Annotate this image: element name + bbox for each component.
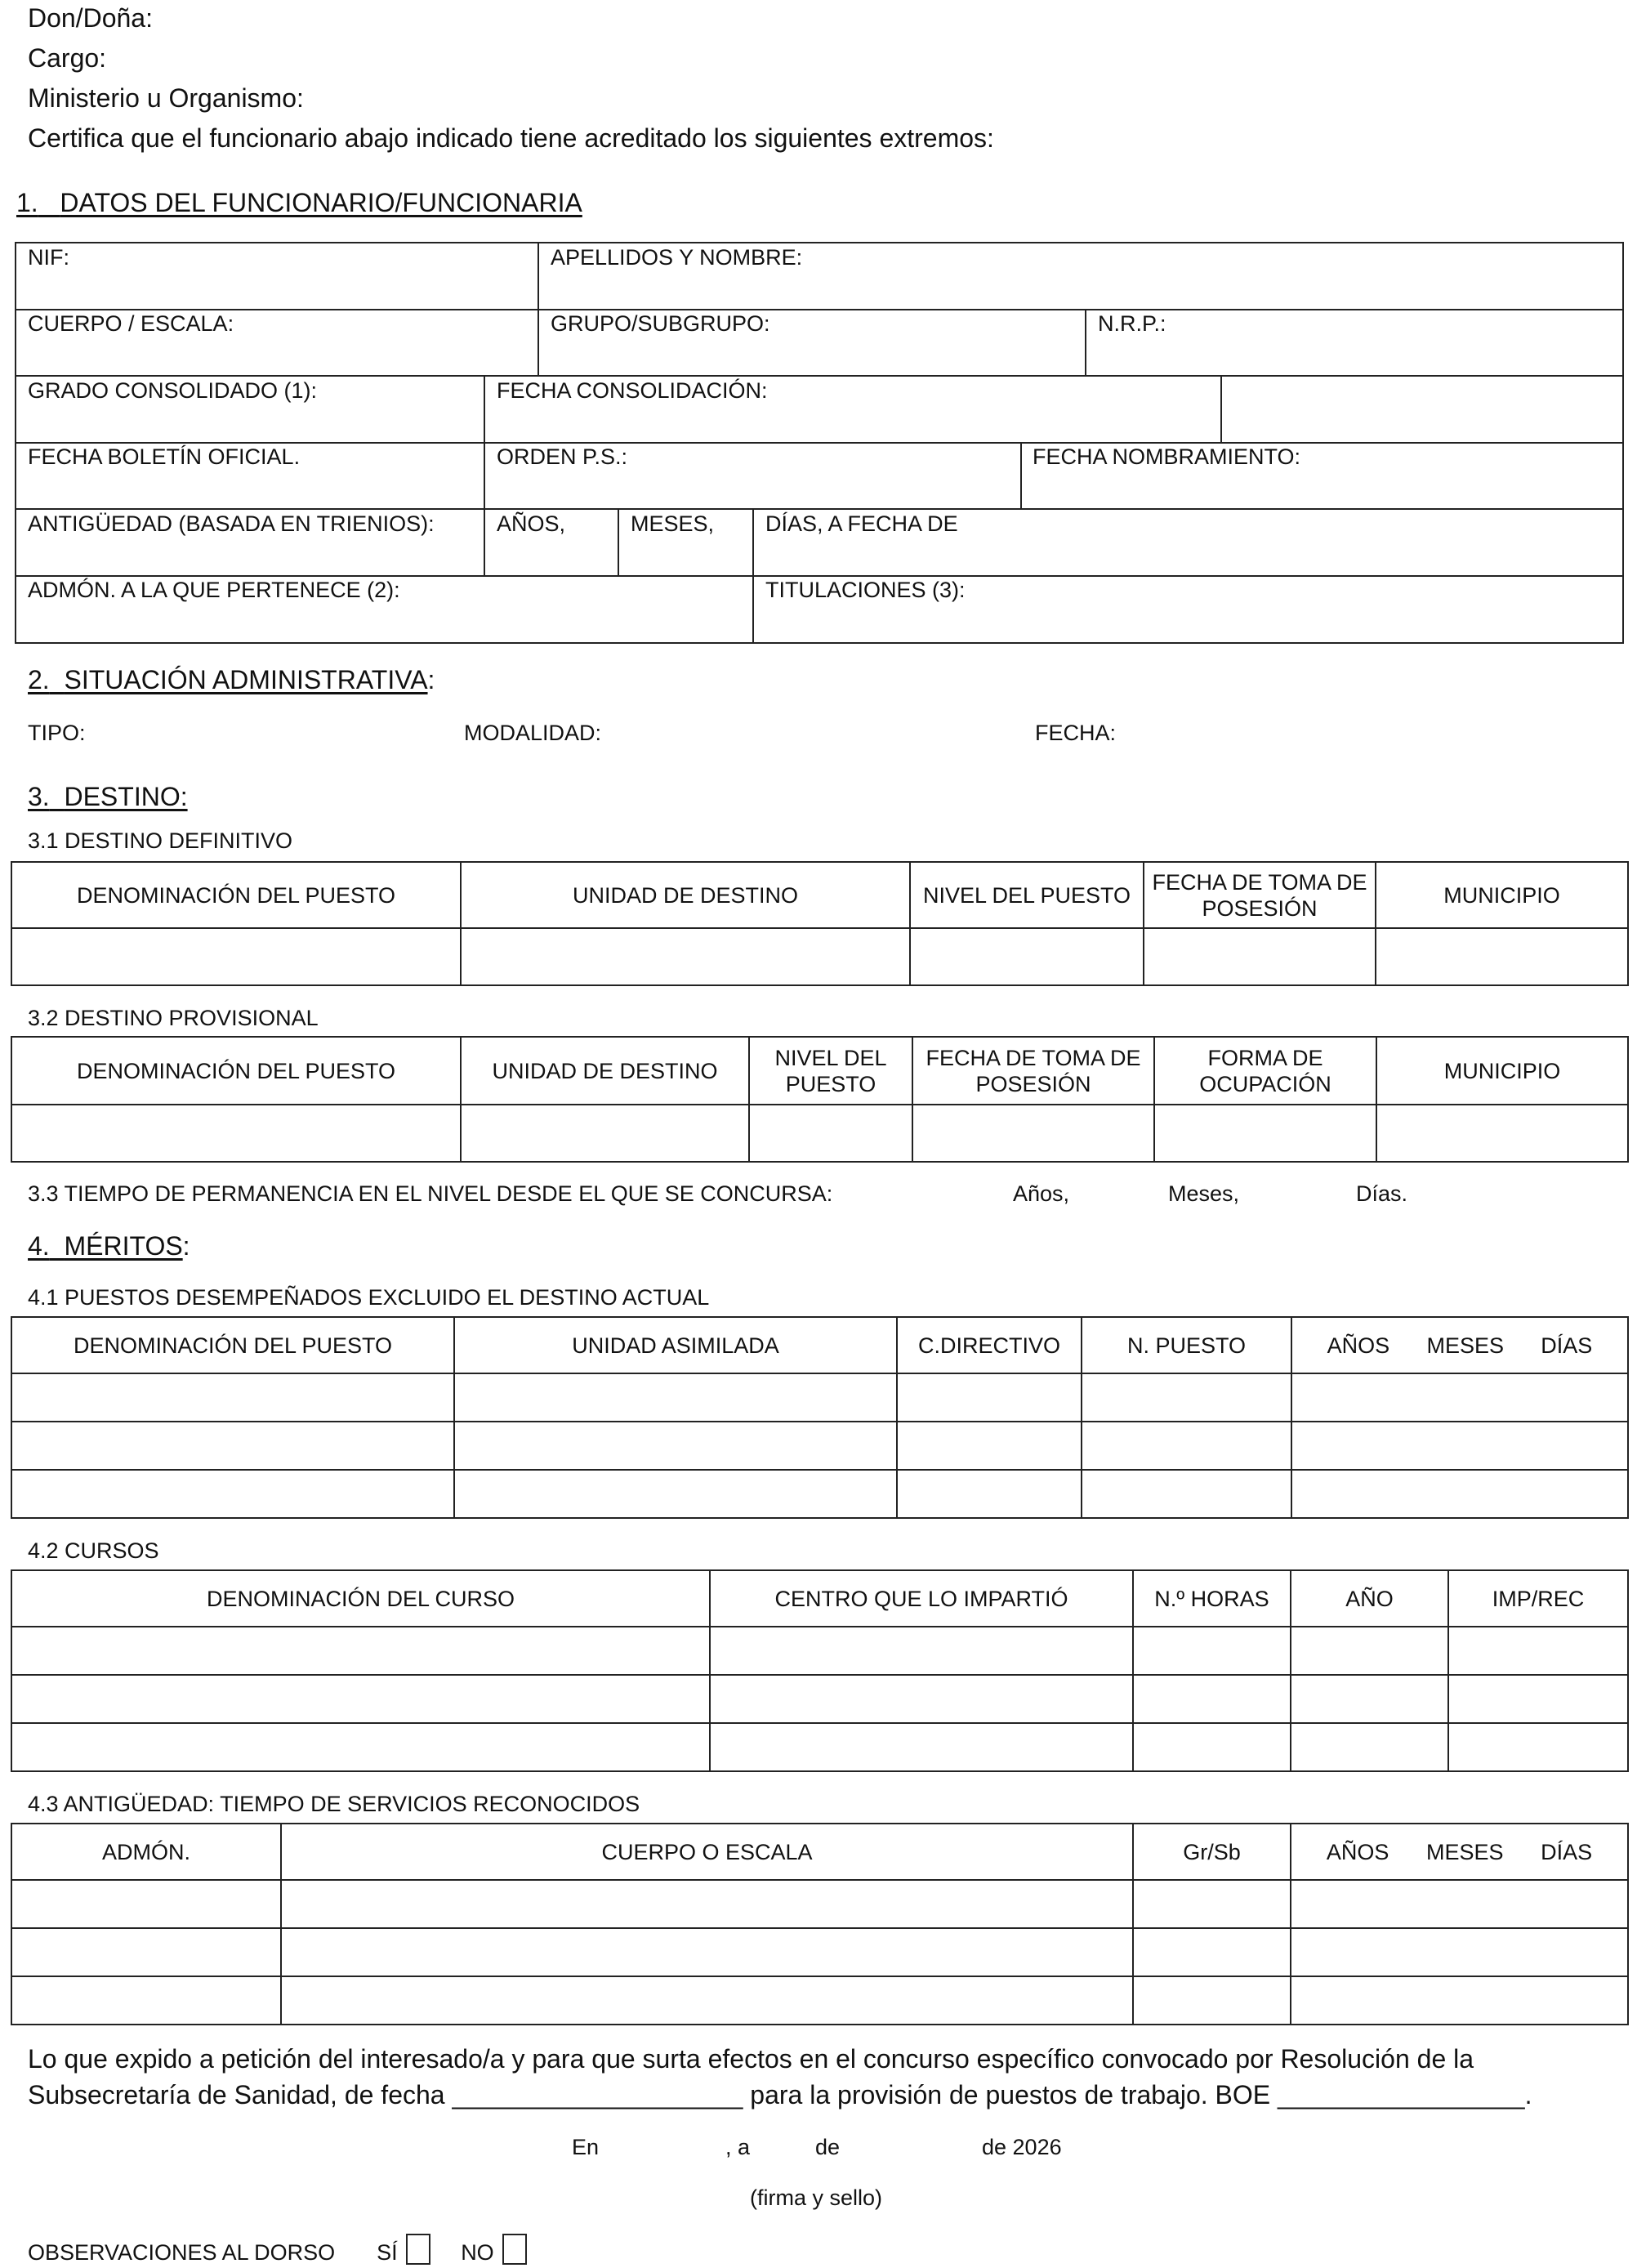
anos-header: AÑOS xyxy=(1327,1333,1390,1358)
fecha-boletin-field[interactable]: FECHA BOLETÍN OFICIAL. xyxy=(28,444,301,469)
table-cell[interactable] xyxy=(1291,1880,1628,1928)
column-header: Gr/Sb xyxy=(1133,1824,1291,1880)
column-header: MUNICIPIO xyxy=(1376,862,1628,928)
nif-field[interactable]: NIF: xyxy=(28,245,69,270)
table-cell[interactable] xyxy=(897,1470,1082,1518)
fecha-consolidacion-field[interactable]: FECHA CONSOLIDACIÓN: xyxy=(497,378,768,403)
section-1-title xyxy=(16,188,582,218)
meses-header: MESES xyxy=(1425,1839,1504,1864)
section-2-number: 2. xyxy=(28,665,50,694)
section-4-number: 4. xyxy=(28,1231,50,1261)
column-header: DENOMINACIÓN DEL PUESTO xyxy=(11,1037,461,1105)
column-header xyxy=(1291,1317,1628,1373)
table-cell[interactable] xyxy=(912,1105,1154,1162)
table-cell[interactable] xyxy=(1376,928,1628,985)
table-cell[interactable] xyxy=(897,1373,1082,1422)
de-mes-field[interactable]: de xyxy=(815,2135,841,2159)
no-label: NO xyxy=(461,2240,494,2265)
ministerio-label: Ministerio u Organismo: xyxy=(28,83,304,113)
titulaciones-field[interactable]: TITULACIONES (3): xyxy=(765,578,966,602)
column-header: ADMÓN. xyxy=(11,1824,281,1880)
table-cell[interactable] xyxy=(1448,1723,1628,1771)
column-header: UNIDAD DE DESTINO xyxy=(461,862,910,928)
dias-header: DÍAS xyxy=(1541,1839,1593,1864)
column-header: NIVEL DEL PUESTO xyxy=(910,862,1144,928)
table-row xyxy=(11,1105,1628,1162)
destino-provisional-heading: 3.2 DESTINO PROVISIONAL xyxy=(28,1006,319,1030)
table-cell[interactable] xyxy=(1082,1470,1291,1518)
table-cell[interactable] xyxy=(11,928,461,985)
table-cell[interactable] xyxy=(1133,1880,1291,1928)
column-header: DENOMINACIÓN DEL CURSO xyxy=(11,1570,710,1627)
fecha-situacion-field[interactable]: FECHA: xyxy=(1035,721,1117,745)
column-header: CENTRO QUE LO IMPARTIÓ xyxy=(710,1570,1133,1627)
column-header: FECHA DE TOMA DE POSESIÓN xyxy=(1144,862,1376,928)
table-cell[interactable] xyxy=(1154,1105,1376,1162)
section-2-colon: : xyxy=(427,665,435,694)
table-cell[interactable] xyxy=(1133,1675,1291,1723)
table-row xyxy=(11,1470,1628,1518)
table-cell[interactable] xyxy=(454,1470,897,1518)
grado-consolidado-field[interactable]: GRADO CONSOLIDADO (1): xyxy=(28,378,318,403)
grupo-subgrupo-field[interactable]: GRUPO/SUBGRUPO: xyxy=(551,311,770,336)
meses-header: MESES xyxy=(1426,1333,1504,1358)
column-header: DENOMINACIÓN DEL PUESTO xyxy=(11,862,461,928)
table-cell[interactable] xyxy=(1291,1675,1448,1723)
table-row xyxy=(11,1928,1628,1976)
table-cell[interactable] xyxy=(11,1627,710,1675)
table-cell[interactable] xyxy=(11,1675,710,1723)
table-cell[interactable] xyxy=(11,1105,461,1162)
table-cell[interactable] xyxy=(1144,928,1376,985)
table-cell[interactable] xyxy=(710,1627,1133,1675)
observaciones-dorso-row xyxy=(28,2234,551,2266)
table-row xyxy=(11,1675,1628,1723)
table-cell[interactable] xyxy=(1376,1105,1628,1162)
section-3-heading: DESTINO: xyxy=(64,782,188,811)
table-cell[interactable] xyxy=(710,1675,1133,1723)
destino-definitivo-heading: 3.1 DESTINO DEFINITIVO xyxy=(28,828,293,853)
section-3-title xyxy=(28,782,188,812)
a-dia-field[interactable]: , a xyxy=(725,2135,751,2159)
cursos-heading: 4.2 CURSOS xyxy=(28,1538,159,1563)
table-cell[interactable] xyxy=(11,1723,710,1771)
table-row xyxy=(11,1976,1628,2025)
table-cell[interactable] xyxy=(11,1976,281,2025)
permanencia-dias-field[interactable]: Días. xyxy=(1356,1181,1408,1206)
nrp-field[interactable]: N.R.P.: xyxy=(1098,311,1166,336)
table-cell[interactable] xyxy=(897,1422,1082,1470)
antiguedad-dias-fecha-field[interactable]: DÍAS, A FECHA DE xyxy=(765,511,958,536)
column-header: FECHA DE TOMA DE POSESIÓN xyxy=(912,1037,1154,1105)
don-dona-label: Don/Doña: xyxy=(28,3,153,33)
table-cell[interactable] xyxy=(1133,1627,1291,1675)
permanencia-meses-field[interactable]: Meses, xyxy=(1168,1181,1240,1206)
antiguedad-label: ANTIGÜEDAD (BASADA EN TRIENIOS): xyxy=(28,511,435,536)
dias-header: DÍAS xyxy=(1541,1333,1593,1358)
section-2-title xyxy=(28,665,435,695)
puestos-desempenados-table xyxy=(11,1316,1629,1519)
table-cell[interactable] xyxy=(461,1105,749,1162)
table-row xyxy=(11,1880,1628,1928)
antiguedad-servicios-heading: 4.3 ANTIGÜEDAD: TIEMPO DE SERVICIOS RECONOCIDOS xyxy=(28,1792,640,1816)
column-header: NIVEL DEL PUESTO xyxy=(749,1037,912,1105)
antiguedad-anos-field[interactable]: AÑOS, xyxy=(497,511,566,536)
table-row xyxy=(11,1627,1628,1675)
table-cell[interactable] xyxy=(710,1723,1133,1771)
no-checkbox[interactable] xyxy=(502,2234,527,2265)
table-cell[interactable] xyxy=(11,1422,454,1470)
si-checkbox[interactable] xyxy=(406,2234,430,2265)
column-header: FORMA DE OCUPACIÓN xyxy=(1154,1037,1376,1105)
section-4-title xyxy=(28,1231,190,1261)
fecha-nombramiento-field[interactable]: FECHA NOMBRAMIENTO: xyxy=(1033,444,1301,469)
de-ano-label: de 2026 xyxy=(982,2135,1062,2159)
table-cell[interactable] xyxy=(11,1373,454,1422)
table-cell[interactable] xyxy=(1291,1373,1628,1422)
destino-provisional-table xyxy=(11,1036,1629,1163)
en-lugar-field[interactable]: En xyxy=(572,2135,600,2159)
tipo-field[interactable]: TIPO: xyxy=(28,721,86,745)
column-header: N.º HORAS xyxy=(1133,1570,1291,1627)
table-cell[interactable] xyxy=(1291,1928,1628,1976)
table-cell[interactable] xyxy=(1448,1675,1628,1723)
table-cell[interactable] xyxy=(1448,1627,1628,1675)
table-cell[interactable] xyxy=(1082,1422,1291,1470)
section-4-colon: : xyxy=(182,1231,190,1261)
column-header: AÑO xyxy=(1291,1570,1448,1627)
table-cell[interactable] xyxy=(1291,1976,1628,2025)
table-cell[interactable] xyxy=(281,1880,1133,1928)
table-cell[interactable] xyxy=(910,928,1144,985)
section-3-number: 3. xyxy=(28,782,50,811)
table-cell[interactable] xyxy=(281,1928,1133,1976)
expedicion-paragraph-line-1: Lo que expido a petición del interesado/a y para que surta efectos en el concurso específico convocado por Resolución de la xyxy=(28,2044,1474,2074)
column-header: UNIDAD ASIMILADA xyxy=(454,1317,897,1373)
si-label: SÍ xyxy=(377,2240,398,2265)
section-1-heading: DATOS DEL FUNCIONARIO/FUNCIONARIA xyxy=(60,188,582,217)
column-header xyxy=(1291,1824,1628,1880)
column-header: IMP/REC xyxy=(1448,1570,1628,1627)
table-cell[interactable] xyxy=(1291,1723,1448,1771)
table-cell[interactable] xyxy=(1291,1470,1628,1518)
table-row xyxy=(11,1373,1628,1422)
permanencia-anos-field[interactable]: Años, xyxy=(1013,1181,1070,1206)
column-header: N. PUESTO xyxy=(1082,1317,1291,1373)
destino-definitivo-table xyxy=(11,861,1629,986)
table-row xyxy=(11,1422,1628,1470)
table-cell[interactable] xyxy=(749,1105,912,1162)
cuerpo-escala-field[interactable]: CUERPO / ESCALA: xyxy=(28,311,234,336)
table-cell[interactable] xyxy=(281,1976,1133,2025)
antiguedad-servicios-table xyxy=(11,1823,1629,2025)
column-header: CUERPO O ESCALA xyxy=(281,1824,1133,1880)
column-header: C.DIRECTIVO xyxy=(897,1317,1082,1373)
table-cell[interactable] xyxy=(11,1928,281,1976)
table-cell[interactable] xyxy=(1133,1928,1291,1976)
table-row xyxy=(11,1723,1628,1771)
table-cell[interactable] xyxy=(454,1373,897,1422)
section-2-heading: SITUACIÓN ADMINISTRATIVA xyxy=(64,665,428,694)
table-cell[interactable] xyxy=(1082,1373,1291,1422)
table-cell[interactable] xyxy=(11,1470,454,1518)
table-row xyxy=(11,928,1628,985)
tiempo-permanencia-label: 3.3 TIEMPO DE PERMANENCIA EN EL NIVEL DESDE EL QUE SE CONCURSA: xyxy=(28,1181,833,1206)
antiguedad-meses-field[interactable]: MESES, xyxy=(631,511,715,536)
anos-header: AÑOS xyxy=(1326,1839,1389,1864)
table-cell[interactable] xyxy=(1291,1627,1448,1675)
column-header: DENOMINACIÓN DEL PUESTO xyxy=(11,1317,454,1373)
admon-pertenece-field[interactable]: ADMÓN. A LA QUE PERTENECE (2): xyxy=(28,578,400,602)
firma-sello-label: (firma y sello) xyxy=(750,2185,883,2210)
section-4-heading: MÉRITOS xyxy=(64,1231,183,1261)
table-cell[interactable] xyxy=(461,928,910,985)
orden-ps-field[interactable]: ORDEN P.S.: xyxy=(497,444,628,469)
table-cell[interactable] xyxy=(454,1422,897,1470)
column-header: UNIDAD DE DESTINO xyxy=(461,1037,749,1105)
certifica-text: Certifica que el funcionario abajo indicado tiene acreditado los siguientes extremos: xyxy=(28,123,994,153)
observaciones-label: OBSERVACIONES AL DORSO xyxy=(28,2240,336,2265)
table-cell[interactable] xyxy=(1291,1422,1628,1470)
table-cell[interactable] xyxy=(1133,1976,1291,2025)
table-cell[interactable] xyxy=(1133,1723,1291,1771)
expedicion-paragraph-line-2: Subsecretaría de Sanidad, de fecha ____________________ para la provisión de puestos de trabajo. BOE _________________. xyxy=(28,2080,1532,2110)
cargo-label: Cargo: xyxy=(28,43,107,73)
table-cell[interactable] xyxy=(11,1880,281,1928)
cursos-table xyxy=(11,1569,1629,1772)
modalidad-field[interactable]: MODALIDAD: xyxy=(464,721,602,745)
apellidos-nombre-field[interactable]: APELLIDOS Y NOMBRE: xyxy=(551,245,803,270)
section-1-number: 1. xyxy=(16,188,38,217)
column-header: MUNICIPIO xyxy=(1376,1037,1628,1105)
puestos-desempenados-heading: 4.1 PUESTOS DESEMPEÑADOS EXCLUIDO EL DESTINO ACTUAL xyxy=(28,1285,710,1310)
